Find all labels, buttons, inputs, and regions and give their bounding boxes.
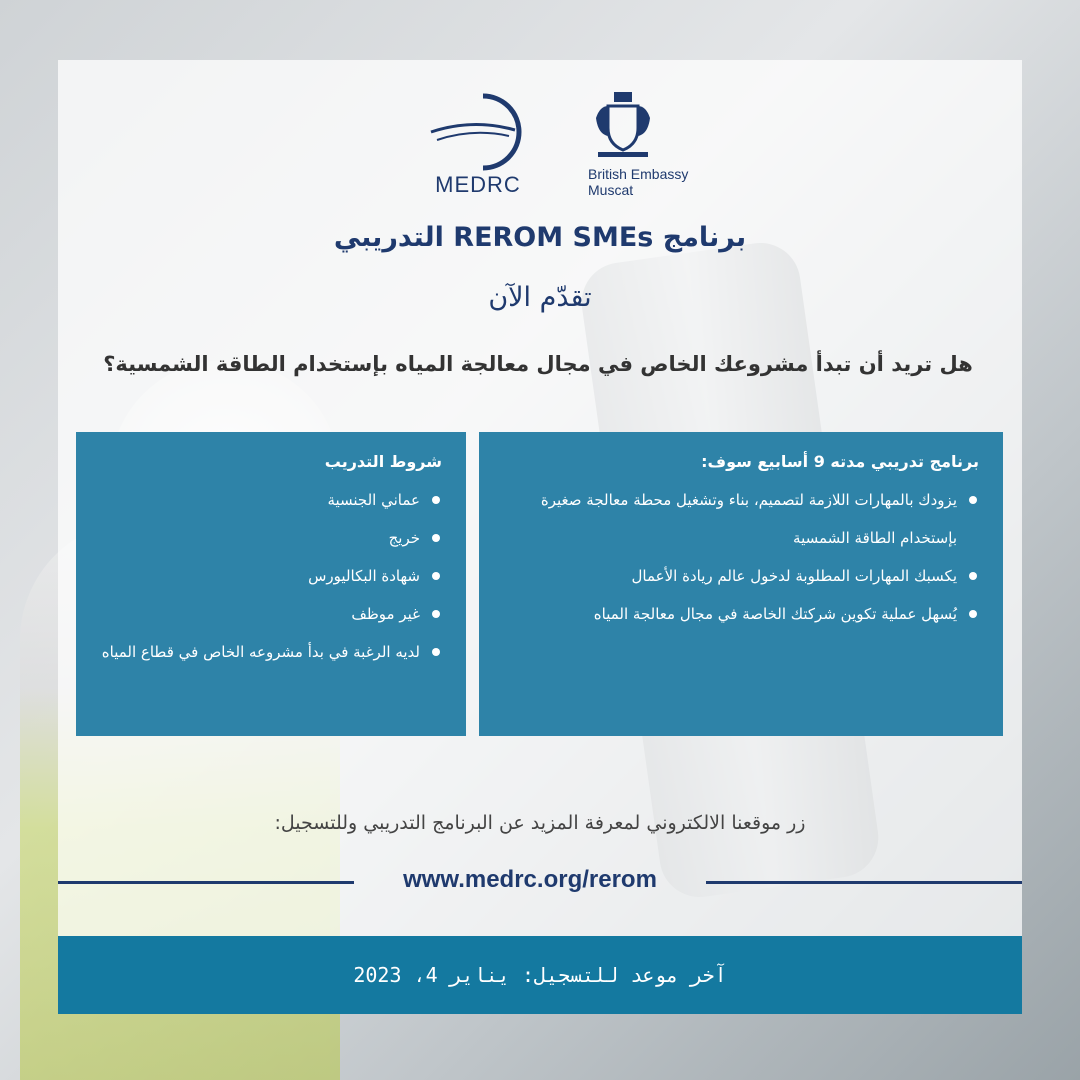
condition-item: شهادة البكاليورس <box>100 557 442 595</box>
medrc-logo-icon <box>423 88 533 172</box>
royal-crest-icon <box>588 88 658 162</box>
conditions-list <box>100 481 442 671</box>
medrc-logo <box>423 88 533 208</box>
program-item: يُسهل عملية تكوين شركتك الخاصة في مجال معالجة المياه <box>503 595 979 633</box>
condition-item: غير موظف <box>100 595 442 633</box>
page-title: برنامج REROM SMEs التدريبي <box>333 222 747 253</box>
embassy-line-2: Muscat <box>588 182 634 198</box>
embassy-wordmark <box>588 166 728 198</box>
logo-row <box>58 88 1022 208</box>
conditions-box <box>76 432 466 736</box>
website-link[interactable]: www.medrc.org/rerom <box>403 866 657 893</box>
conditions-heading: شروط التدريب <box>324 452 442 471</box>
program-box <box>479 432 1003 736</box>
url-divider-left <box>58 881 354 884</box>
condition-item: لديه الرغبة في بدأ مشروعه الخاص في قطاع المياه <box>100 633 442 671</box>
apply-now-subtitle: تقدّم الآن <box>488 282 592 313</box>
deadline-bar: آخر موعد للتسجيل: يناير 4، 2023 <box>58 936 1022 1014</box>
program-heading: برنامج تدريبي مدته 9 أسابيع سوف: <box>701 452 979 471</box>
medrc-wordmark: MEDRC <box>435 172 521 197</box>
condition-item: عماني الجنسية <box>100 481 442 519</box>
british-embassy-logo <box>588 88 708 208</box>
program-item: يكسبك المهارات المطلوبة لدخول عالم ريادة الأعمال <box>503 557 979 595</box>
url-row <box>58 862 1022 902</box>
content-panel <box>58 60 1022 1014</box>
intro-question: هل تريد أن تبدأ مشروعك الخاص في مجال معالجة المياه بإستخدام الطاقة الشمسية؟ <box>103 352 973 376</box>
program-item: يزودك بالمهارات اللازمة لتصميم، بناء وتشغيل محطة معالجة صغيرة بإستخدام الطاقة الشمسية <box>503 481 979 557</box>
url-divider-right <box>706 881 1022 884</box>
program-list <box>503 481 979 633</box>
condition-item: خريج <box>100 519 442 557</box>
website-cta: زر موقعنا الالكتروني لمعرفة المزيد عن البرنامج التدريبي وللتسجيل: <box>274 812 806 834</box>
embassy-line-1: British Embassy <box>588 166 689 182</box>
